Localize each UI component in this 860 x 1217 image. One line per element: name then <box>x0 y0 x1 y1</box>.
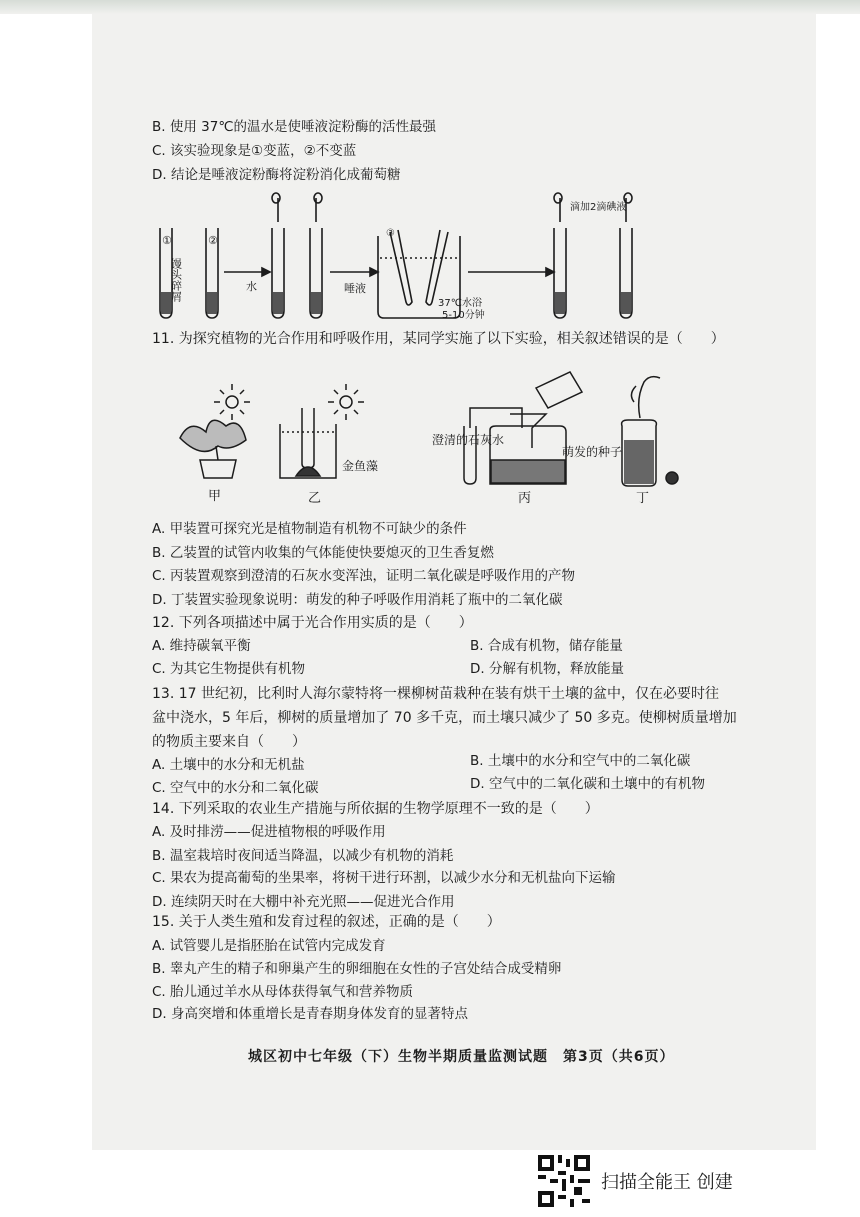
q11-option-b: B. 乙装置的试管内收集的气体能使快要熄灭的卫生香复燃 <box>152 545 494 561</box>
scanner-brand: 扫描全能王 创建 <box>601 1172 733 1193</box>
q13-stem-line2: 盆中浇水，5 年后，柳树的质量增加了 70 多千克，而土壤只减少了 50 多克。使柳树质量增加 <box>152 710 737 726</box>
q15-option-b: B. 睾丸产生的精子和卵巢产生的卵细胞在女性的子宫处结合成受精卵 <box>152 961 562 977</box>
q10-figure <box>150 192 650 322</box>
q15-option-d: D. 身高突增和体重增长是青春期身体发育的显著特点 <box>152 1006 468 1022</box>
q12-option-b: B. 合成有机物，储存能量 <box>470 638 623 654</box>
q14-option-d: D. 连续阴天时在大棚中补充光照——促进光合作用 <box>152 894 455 910</box>
tube-1-label: ① <box>162 234 172 247</box>
limewater-label: 澄清的石灰水 <box>432 433 505 447</box>
setup-yi-label: 乙 <box>308 491 322 506</box>
bath-time-label: 5-10分钟 <box>442 310 485 321</box>
q11-option-c: C. 丙装置观察到澄清的石灰水变浑浊，证明二氧化碳是呼吸作用的产物 <box>152 568 576 584</box>
q13-option-b: B. 土壤中的水分和空气中的二氧化碳 <box>470 753 691 769</box>
q13-option-a: A. 土壤中的水分和无机盐 <box>152 757 305 773</box>
q11-option-a: A. 甲装置可探究光是植物制造有机物不可缺少的条件 <box>152 521 467 537</box>
page-footer: 城区初中七年级（下）生物半期质量监测试题 第3页（共6页） <box>248 1049 675 1065</box>
q11-figure <box>150 368 710 508</box>
q12-option-c: C. 为其它生物提供有机物 <box>152 661 306 677</box>
iodine-label: 滴加2滴碘液 <box>570 202 627 213</box>
q13-stem-line1: 13. 17 世纪初，比利时人海尔蒙特将一棵柳树苗栽种在装有烘干土壤的盆中，仅在必要时往 <box>152 686 719 702</box>
q14-option-c: C. 果农为提高葡萄的坐果率，将树干进行环割，以减少水分和无机盐向下运输 <box>152 870 616 886</box>
q11-stem: 11. 为探究植物的光合作用和呼吸作用，某同学实施了以下实验，相关叙述错误的是（ ） <box>152 331 725 347</box>
q13-stem-line3: 的物质主要来自（ ） <box>152 734 306 750</box>
bath-temp-label: 37℃水浴 <box>438 298 482 309</box>
q15-stem: 15. 关于人类生殖和发育过程的叙述，正确的是（ ） <box>152 914 501 930</box>
q11-option-d: D. 丁装置实验现象说明：萌发的种子呼吸作用消耗了瓶中的二氧化碳 <box>152 592 563 608</box>
q12-option-a: A. 维持碳氧平衡 <box>152 638 251 654</box>
bread-label: 馒头碎屑 <box>169 258 183 302</box>
setup-ding-label: 丁 <box>636 491 650 506</box>
tube-2-label: ② <box>208 234 218 247</box>
q12-option-d: D. 分解有机物，释放能量 <box>470 661 624 677</box>
tube-3-label: ③ <box>386 228 395 239</box>
saliva-label: 唾液 <box>344 282 366 295</box>
seeds-label: 萌发的种子 <box>562 445 623 459</box>
setup-bing-label: 丙 <box>518 491 532 506</box>
q13-option-d: D. 空气中的二氧化碳和土壤中的有机物 <box>470 776 705 792</box>
q13-option-c: C. 空气中的水分和二氧化碳 <box>152 780 319 796</box>
jinyuzao-label: 金鱼藻 <box>342 459 379 473</box>
q15-option-a: A. 试管婴儿是指胚胎在试管内完成发育 <box>152 938 386 954</box>
q10-option-d: D. 结论是唾液淀粉酶将淀粉消化成葡萄糖 <box>152 167 401 183</box>
q10-option-b: B. 使用 37℃的温水是使唾液淀粉酶的活性最强 <box>152 119 436 135</box>
q10-option-c: C. 该实验现象是①变蓝，②不变蓝 <box>152 143 357 159</box>
setup-jia-label: 甲 <box>208 489 222 504</box>
q14-option-a: A. 及时排涝——促进植物根的呼吸作用 <box>152 824 386 840</box>
q14-stem: 14. 下列采取的农业生产措施与所依据的生物学原理不一致的是（ ） <box>152 801 599 817</box>
q14-option-b: B. 温室栽培时夜间适当降温，以减少有机物的消耗 <box>152 848 454 864</box>
scan-edge <box>0 0 860 14</box>
qr-code-icon <box>538 1155 590 1207</box>
q15-option-c: C. 胎儿通过羊水从母体获得氧气和营养物质 <box>152 984 414 1000</box>
q12-stem: 12. 下列各项描述中属于光合作用实质的是（ ） <box>152 615 473 631</box>
water-label: 水 <box>246 280 257 293</box>
